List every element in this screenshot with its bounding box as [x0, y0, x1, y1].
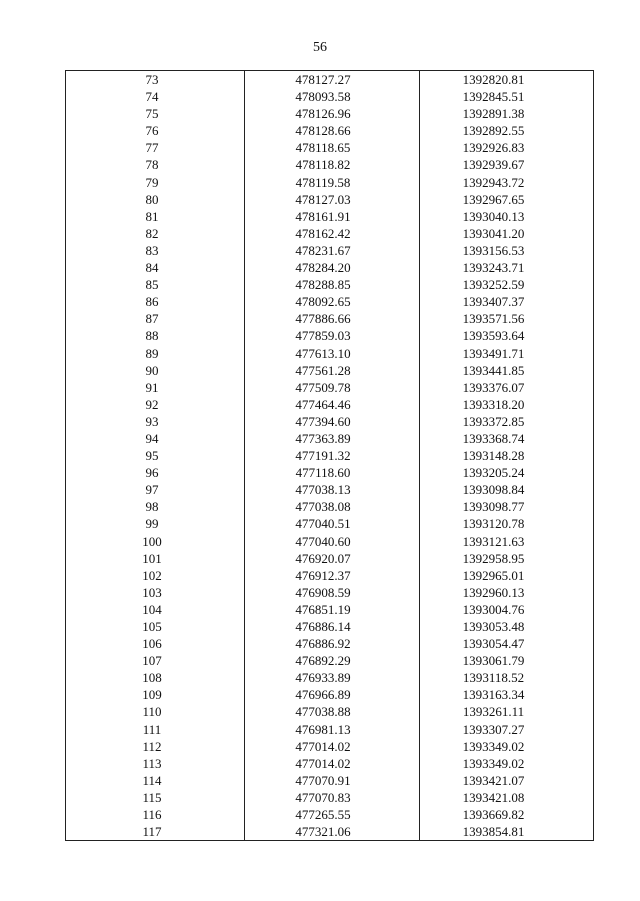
table-row [66, 362, 594, 379]
point-number-cell: 83 [66, 242, 245, 259]
table-row [66, 635, 594, 652]
x-coordinate-cell: 477509.78 [245, 379, 420, 396]
y-coordinate-cell: 1393421.08 [420, 789, 594, 806]
point-number-cell: 110 [66, 703, 245, 720]
table-row [66, 755, 594, 772]
x-coordinate-cell: 478093.58 [245, 88, 420, 105]
table-row [66, 738, 594, 755]
point-number-cell: 95 [66, 447, 245, 464]
table-row [66, 396, 594, 413]
point-number-cell: 108 [66, 669, 245, 686]
point-number-cell: 81 [66, 208, 245, 225]
y-coordinate-cell: 1393163.34 [420, 686, 594, 703]
table-row [66, 122, 594, 139]
point-number-cell: 80 [66, 191, 245, 208]
y-coordinate-cell: 1393156.53 [420, 242, 594, 259]
y-coordinate-cell: 1393261.11 [420, 703, 594, 720]
table-row [66, 550, 594, 567]
point-number-cell: 106 [66, 635, 245, 652]
point-number-cell: 88 [66, 327, 245, 344]
y-coordinate-cell: 1393372.85 [420, 413, 594, 430]
x-coordinate-cell: 477038.08 [245, 498, 420, 515]
table-row [66, 481, 594, 498]
coordinates-table-body [66, 71, 594, 841]
y-coordinate-cell: 1393407.37 [420, 293, 594, 310]
point-number-cell: 85 [66, 276, 245, 293]
y-coordinate-cell: 1393854.81 [420, 823, 594, 841]
table-row [66, 721, 594, 738]
table-row [66, 310, 594, 327]
table-row [66, 464, 594, 481]
x-coordinate-cell: 478127.27 [245, 71, 420, 89]
table-row [66, 789, 594, 806]
point-number-cell: 97 [66, 481, 245, 498]
table-row [66, 823, 594, 841]
y-coordinate-cell: 1392943.72 [420, 174, 594, 191]
y-coordinate-cell: 1393061.79 [420, 652, 594, 669]
table-row [66, 430, 594, 447]
y-coordinate-cell: 1393252.59 [420, 276, 594, 293]
y-coordinate-cell: 1393421.07 [420, 772, 594, 789]
point-number-cell: 112 [66, 738, 245, 755]
coordinates-table [65, 70, 594, 841]
y-coordinate-cell: 1393041.20 [420, 225, 594, 242]
point-number-cell: 117 [66, 823, 245, 841]
table-row [66, 806, 594, 823]
point-number-cell: 100 [66, 533, 245, 550]
table-row [66, 447, 594, 464]
x-coordinate-cell: 477886.66 [245, 310, 420, 327]
x-coordinate-cell: 477118.60 [245, 464, 420, 481]
table-row [66, 686, 594, 703]
point-number-cell: 116 [66, 806, 245, 823]
table-row [66, 139, 594, 156]
x-coordinate-cell: 478119.58 [245, 174, 420, 191]
point-number-cell: 94 [66, 430, 245, 447]
point-number-cell: 87 [66, 310, 245, 327]
x-coordinate-cell: 478118.82 [245, 156, 420, 173]
y-coordinate-cell: 1392820.81 [420, 71, 594, 89]
table-row [66, 533, 594, 550]
point-number-cell: 91 [66, 379, 245, 396]
table-row [66, 584, 594, 601]
x-coordinate-cell: 477394.60 [245, 413, 420, 430]
table-row [66, 225, 594, 242]
x-coordinate-cell: 476981.13 [245, 721, 420, 738]
x-coordinate-cell: 476912.37 [245, 567, 420, 584]
point-number-cell: 74 [66, 88, 245, 105]
x-coordinate-cell: 476908.59 [245, 584, 420, 601]
point-number-cell: 73 [66, 71, 245, 89]
table-row [66, 105, 594, 122]
x-coordinate-cell: 477321.06 [245, 823, 420, 841]
x-coordinate-cell: 476892.29 [245, 652, 420, 669]
y-coordinate-cell: 1393053.48 [420, 618, 594, 635]
y-coordinate-cell: 1392891.38 [420, 105, 594, 122]
table-row [66, 567, 594, 584]
x-coordinate-cell: 478162.42 [245, 225, 420, 242]
y-coordinate-cell: 1393120.78 [420, 515, 594, 532]
point-number-cell: 99 [66, 515, 245, 532]
x-coordinate-cell: 477265.55 [245, 806, 420, 823]
y-coordinate-cell: 1392892.55 [420, 122, 594, 139]
y-coordinate-cell: 1393040.13 [420, 208, 594, 225]
y-coordinate-cell: 1393491.71 [420, 345, 594, 362]
x-coordinate-cell: 477859.03 [245, 327, 420, 344]
y-coordinate-cell: 1393368.74 [420, 430, 594, 447]
x-coordinate-cell: 476933.89 [245, 669, 420, 686]
table-row [66, 601, 594, 618]
y-coordinate-cell: 1393098.77 [420, 498, 594, 515]
table-row [66, 515, 594, 532]
table-row [66, 276, 594, 293]
point-number-cell: 103 [66, 584, 245, 601]
table-row [66, 413, 594, 430]
y-coordinate-cell: 1393349.02 [420, 755, 594, 772]
point-number-cell: 96 [66, 464, 245, 481]
table-row [66, 379, 594, 396]
y-coordinate-cell: 1392939.67 [420, 156, 594, 173]
point-number-cell: 111 [66, 721, 245, 738]
point-number-cell: 82 [66, 225, 245, 242]
table-row [66, 293, 594, 310]
point-number-cell: 86 [66, 293, 245, 310]
x-coordinate-cell: 477040.60 [245, 533, 420, 550]
table-row [66, 259, 594, 276]
x-coordinate-cell: 477363.89 [245, 430, 420, 447]
table-row [66, 71, 594, 89]
table-row [66, 156, 594, 173]
table-row [66, 703, 594, 720]
x-coordinate-cell: 477040.51 [245, 515, 420, 532]
x-coordinate-cell: 478288.85 [245, 276, 420, 293]
point-number-cell: 92 [66, 396, 245, 413]
x-coordinate-cell: 478128.66 [245, 122, 420, 139]
table-row [66, 208, 594, 225]
point-number-cell: 89 [66, 345, 245, 362]
x-coordinate-cell: 477613.10 [245, 345, 420, 362]
point-number-cell: 107 [66, 652, 245, 669]
table-row [66, 652, 594, 669]
y-coordinate-cell: 1392845.51 [420, 88, 594, 105]
point-number-cell: 76 [66, 122, 245, 139]
x-coordinate-cell: 477070.91 [245, 772, 420, 789]
y-coordinate-cell: 1392960.13 [420, 584, 594, 601]
y-coordinate-cell: 1393318.20 [420, 396, 594, 413]
table-row [66, 191, 594, 208]
point-number-cell: 79 [66, 174, 245, 191]
y-coordinate-cell: 1393376.07 [420, 379, 594, 396]
x-coordinate-cell: 477038.88 [245, 703, 420, 720]
x-coordinate-cell: 476886.14 [245, 618, 420, 635]
y-coordinate-cell: 1393669.82 [420, 806, 594, 823]
point-number-cell: 115 [66, 789, 245, 806]
x-coordinate-cell: 478092.65 [245, 293, 420, 310]
point-number-cell: 113 [66, 755, 245, 772]
x-coordinate-cell: 477070.83 [245, 789, 420, 806]
table-row [66, 669, 594, 686]
y-coordinate-cell: 1393349.02 [420, 738, 594, 755]
x-coordinate-cell: 477561.28 [245, 362, 420, 379]
table-row [66, 327, 594, 344]
y-coordinate-cell: 1393243.71 [420, 259, 594, 276]
x-coordinate-cell: 477014.02 [245, 755, 420, 772]
table-row [66, 618, 594, 635]
x-coordinate-cell: 476851.19 [245, 601, 420, 618]
x-coordinate-cell: 476966.89 [245, 686, 420, 703]
y-coordinate-cell: 1393004.76 [420, 601, 594, 618]
x-coordinate-cell: 478231.67 [245, 242, 420, 259]
y-coordinate-cell: 1393148.28 [420, 447, 594, 464]
point-number-cell: 105 [66, 618, 245, 635]
y-coordinate-cell: 1393571.56 [420, 310, 594, 327]
x-coordinate-cell: 478284.20 [245, 259, 420, 276]
point-number-cell: 84 [66, 259, 245, 276]
table-row [66, 345, 594, 362]
point-number-cell: 104 [66, 601, 245, 618]
y-coordinate-cell: 1392926.83 [420, 139, 594, 156]
table-row [66, 242, 594, 259]
x-coordinate-cell: 478118.65 [245, 139, 420, 156]
point-number-cell: 90 [66, 362, 245, 379]
x-coordinate-cell: 477014.02 [245, 738, 420, 755]
x-coordinate-cell: 478127.03 [245, 191, 420, 208]
y-coordinate-cell: 1393098.84 [420, 481, 594, 498]
y-coordinate-cell: 1393307.27 [420, 721, 594, 738]
x-coordinate-cell: 478161.91 [245, 208, 420, 225]
y-coordinate-cell: 1393593.64 [420, 327, 594, 344]
y-coordinate-cell: 1393441.85 [420, 362, 594, 379]
y-coordinate-cell: 1393205.24 [420, 464, 594, 481]
x-coordinate-cell: 477038.13 [245, 481, 420, 498]
point-number-cell: 109 [66, 686, 245, 703]
y-coordinate-cell: 1393118.52 [420, 669, 594, 686]
point-number-cell: 101 [66, 550, 245, 567]
page-number: 56 [313, 40, 327, 55]
point-number-cell: 102 [66, 567, 245, 584]
point-number-cell: 77 [66, 139, 245, 156]
table-row [66, 772, 594, 789]
point-number-cell: 93 [66, 413, 245, 430]
y-coordinate-cell: 1392958.95 [420, 550, 594, 567]
x-coordinate-cell: 476886.92 [245, 635, 420, 652]
x-coordinate-cell: 477464.46 [245, 396, 420, 413]
y-coordinate-cell: 1392967.65 [420, 191, 594, 208]
y-coordinate-cell: 1392965.01 [420, 567, 594, 584]
table-row [66, 88, 594, 105]
table-row [66, 498, 594, 515]
y-coordinate-cell: 1393121.63 [420, 533, 594, 550]
y-coordinate-cell: 1393054.47 [420, 635, 594, 652]
point-number-cell: 75 [66, 105, 245, 122]
point-number-cell: 78 [66, 156, 245, 173]
point-number-cell: 98 [66, 498, 245, 515]
x-coordinate-cell: 476920.07 [245, 550, 420, 567]
point-number-cell: 114 [66, 772, 245, 789]
table-row [66, 174, 594, 191]
x-coordinate-cell: 478126.96 [245, 105, 420, 122]
x-coordinate-cell: 477191.32 [245, 447, 420, 464]
